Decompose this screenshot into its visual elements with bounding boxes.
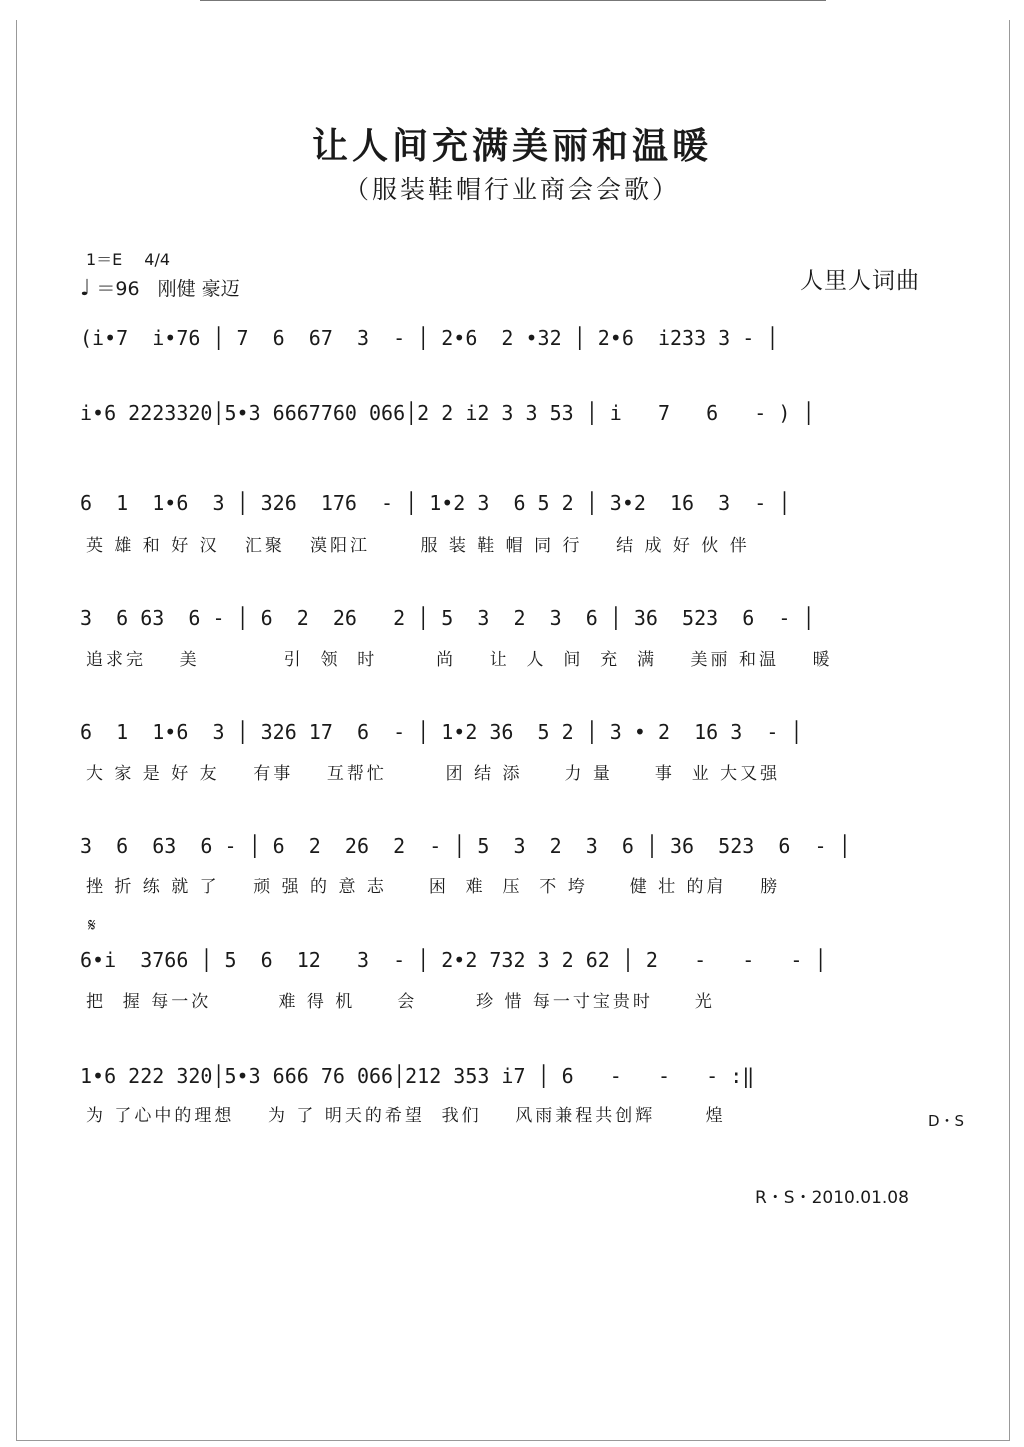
quarter-note-icon: ♩ bbox=[80, 276, 91, 301]
key-signature bbox=[86, 247, 170, 270]
page-border-top bbox=[200, 0, 826, 1]
dal-segno-marking: D・S bbox=[928, 1112, 965, 1130]
page-border-bottom bbox=[16, 1440, 1010, 1441]
score-row-3-notes: 6 1 1•6 3 │ 326 176 - │ 1•2 3 6 5 2 │ 3•2 16 3 - │ bbox=[80, 491, 791, 515]
score-row-7-lyrics: 把 握 每一次 难 得 机 会 珍 惜 每一寸宝贵时 光 bbox=[86, 992, 715, 1012]
page-border-right bbox=[1009, 20, 1010, 1440]
score-row-5-lyrics: 大 家 是 好 友 有事 互帮忙 团 结 添 力 量 事 业 大又强 bbox=[86, 764, 781, 784]
segno-icon: 𝄋 bbox=[88, 915, 96, 936]
key-tonic: 1＝E bbox=[86, 250, 123, 269]
page-border-left bbox=[16, 20, 17, 1440]
tempo-marking bbox=[80, 274, 240, 301]
signature-date: R・S・2010.01.08 bbox=[755, 1188, 909, 1208]
tempo-expression: 刚健 豪迈 bbox=[157, 278, 240, 300]
score-row-1-notes: (i•7 i•76 │ 7 6 67 3 - │ 2•6 2 •32 │ 2•6 i233 3 - │ bbox=[80, 326, 779, 350]
tempo-value: ＝96 bbox=[96, 278, 140, 300]
composer-credit: 人里人词曲 bbox=[800, 268, 920, 294]
score-row-6-lyrics: 挫 折 练 就 了 顽 强 的 意 志 困 难 压 不 垮 健 壮 的肩 膀 bbox=[86, 877, 781, 897]
score-row-8-notes: 1•6 222 320│5•3 666 76 066│212 353 i7 │ 6 - - - :‖ bbox=[80, 1064, 755, 1088]
score-row-7-notes: 6•i 3766 │ 5 6 12 3 - │ 2•2 732 3 2 62 │ 2 - - - │ bbox=[80, 948, 827, 972]
score-row-4-lyrics: 追求完 美 引 领 时 尚 让 人 间 充 满 美丽 和温 暖 bbox=[86, 650, 833, 670]
song-subtitle: （服装鞋帽行业商会会歌） bbox=[343, 175, 680, 204]
score-row-5-notes: 6 1 1•6 3 │ 326 17 6 - │ 1•2 36 5 2 │ 3 • 2 16 3 - │ bbox=[80, 720, 803, 744]
score-row-8-lyrics: 为 了心中的理想 为 了 明天的希望 我们 风雨兼程共创辉 煌 bbox=[86, 1106, 726, 1126]
score-row-4-notes: 3 6 63 6 - │ 6 2 26 2 │ 5 3 2 3 6 │ 36 523 6 - │ bbox=[80, 606, 815, 630]
score-row-2-notes: i•6 2223320│5•3 6667760 066│2 2 i2 3 3 53 │ i 7 6 - ) │ bbox=[80, 401, 815, 425]
score-row-3-lyrics: 英 雄 和 好 汉 汇聚 漠阳江 服 装 鞋 帽 同 行 结 成 好 伙 伴 bbox=[86, 536, 750, 556]
time-signature: 4/4 bbox=[144, 250, 171, 269]
song-title: 让人间充满美丽和温暖 bbox=[311, 125, 712, 167]
score-row-6-notes: 3 6 63 6 - │ 6 2 26 2 - │ 5 3 2 3 6 │ 36 523 6 - │ bbox=[80, 834, 851, 858]
